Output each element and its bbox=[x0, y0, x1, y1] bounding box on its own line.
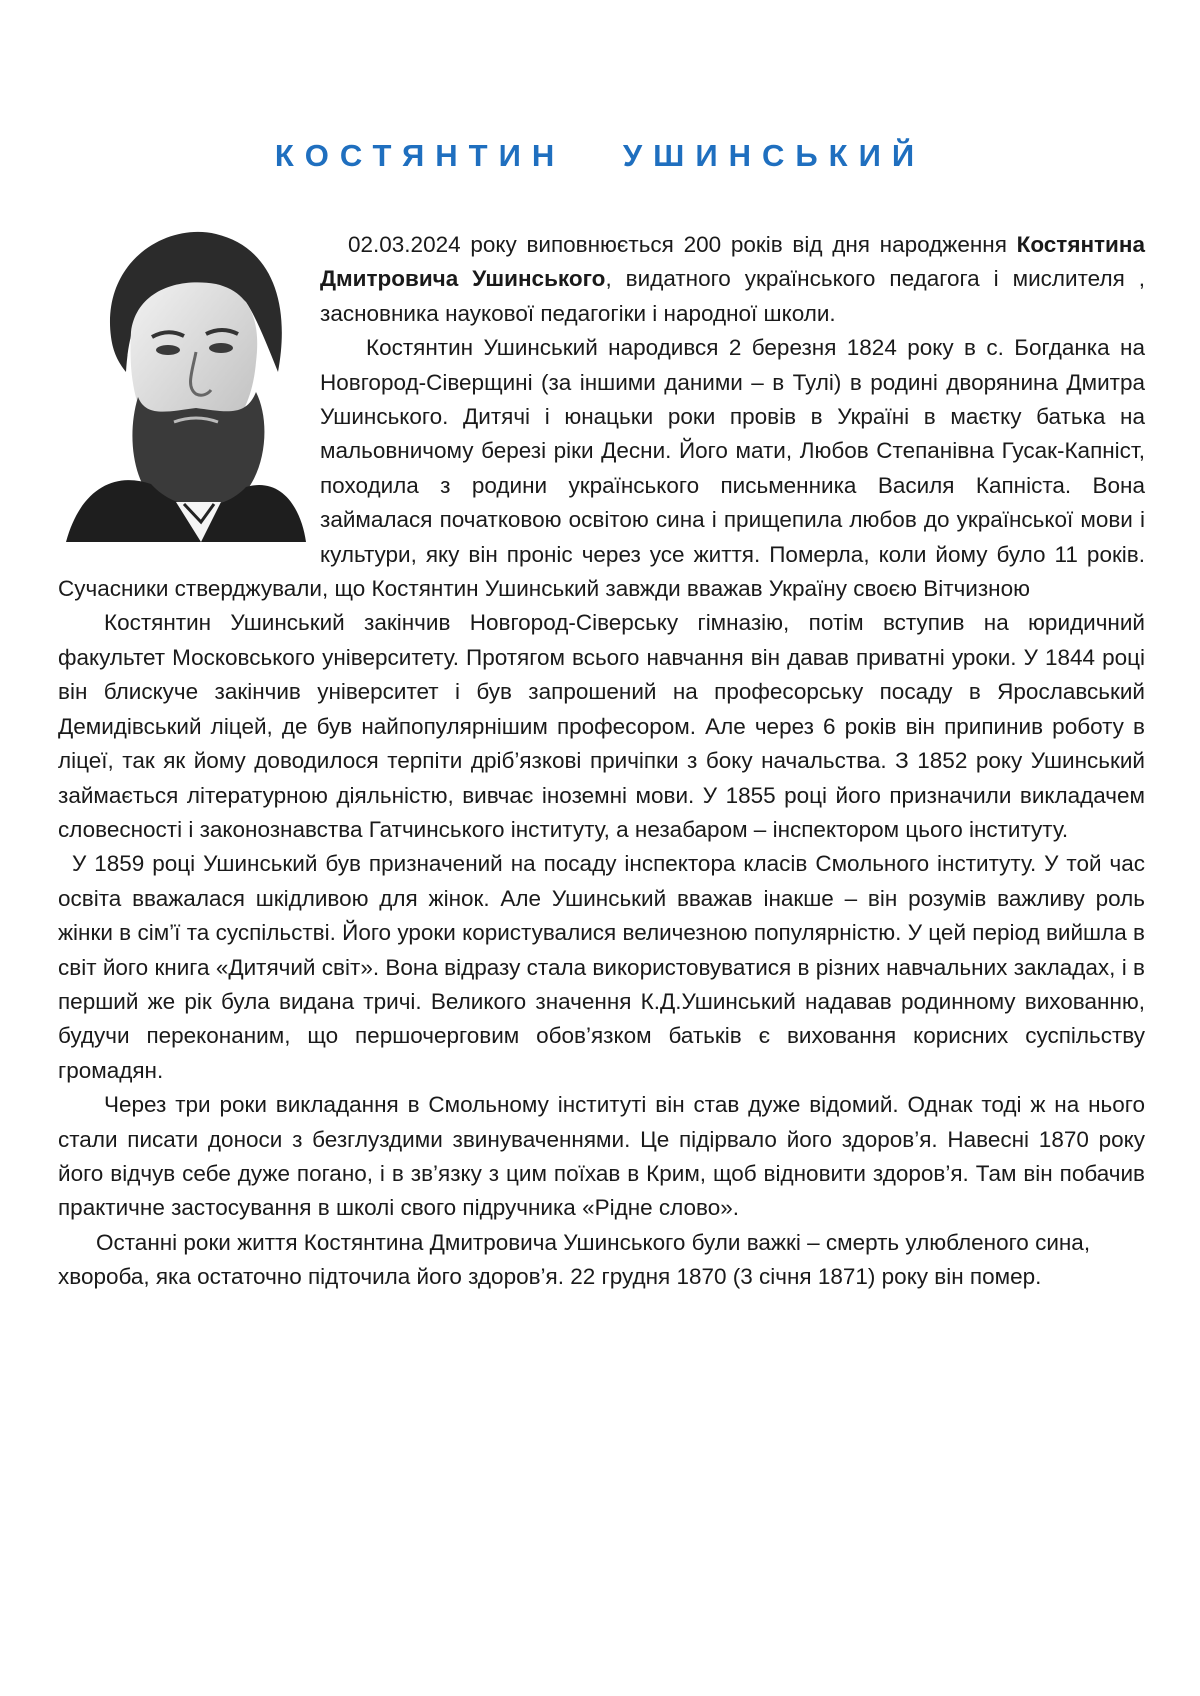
intro-text-end: , видатного українського педагога і мислителя , засновника наукової педагогіки і народної школи. bbox=[320, 266, 1145, 326]
paragraph-birth: Костянтин Ушинський народився 2 березня 1824 року в с. Богданка на Новгород-Сіверщині (за іншими даними – в Тулі) в родині дворянина Дмитра Ушинського. Дитячі і юнацьки роки провів в Україні в маєтку батька на мальовничому березі ріки Десни. Його мати, Любов Степанівна Гусак-Капніст, походила з родини українського письменника Василя Капніста. Вона займалася початковою освітою сина і прищепила любов до української мови і культури, яку він проніс через усе життя. Померла, коли йому було 11 років. Сучасники стверджували, що Костянтин Ушинський завжди вважав Україну своєю Вітчизною bbox=[58, 335, 1145, 602]
page-title: КОСТЯНТИН УШИНСЬКИЙ bbox=[274, 138, 926, 173]
paragraph-smolny: У 1859 році Ушинський був призначений на посаду інспектора класів Смольного інституту. У той час освіта вважалася шкідливою для жінок. Але Ушинський вважав інакше – він розумів важливу роль жінки в сім’ї та суспільстві. Його уроки користувалися величезною популярністю. У цей період вийшла в світ його книга «Дитячий світ». Вона відразу стала використовуватися в різних навчальних закладах, і в перший же рік була видана тричі. Великого значення К.Д.Ушинський надавав родинному вихованню, будучи переконаним, що першочерговим обов’язком батьків є виховання корисних суспільству громадян. bbox=[58, 851, 1145, 1083]
portrait-spacer bbox=[58, 228, 320, 566]
intro-name-bold: Костянтина Дмитровича Ушинського bbox=[320, 232, 1145, 292]
paragraph-crimea: Через три роки викладання в Смольному інституті він став дуже відомий. Однак тоді ж на нього стали писати доноси з безглуздими звинуваченнями. Це підірвало його здоров’я. Навесні 1870 року його відчув себе дуже погано, і в зв’язку з цим поїхав в Крим, щоб відновити здоров’я. Там він побачив практичне застосування в школі свого підручника «Рідне слово». bbox=[58, 1092, 1145, 1221]
paragraph-final-years: Останні роки життя Костянтина Дмитровича Ушинського були важкі – смерть улюбленого сина, хвороба, яка остаточно підточила його здоров’я. 22 грудня 1870 (3 січня 1871) року він помер. bbox=[58, 1229, 1091, 1290]
paragraph-education: Костянтин Ушинський закінчив Новгород-Сіверську гімназію, потім вступив на юридичний факультет Московського університету. Протягом всього навчання він давав приватні уроки. У 1844 році він блискуче закінчив університет і був запрошений на професорську посаду в Ярославський Демидівський ліцей, де був найпопулярнішим професором. Але через 6 років він припинив роботу в ліцеї, так як йому доводилося терпіти дріб’язкові причіпки з боку начальства. З 1852 року Ушинський займається літературною діяльністю, вивчає іноземні мови. У 1855 році його призначили викладачем словесності і законознавства Гатчинського інституту, а незабаром – інспектором цього інституту. bbox=[58, 610, 1145, 842]
intro-text-start: 02.03.2024 року виповнюється 200 років від дня народження bbox=[348, 232, 1017, 257]
article-body bbox=[58, 228, 1145, 1295]
